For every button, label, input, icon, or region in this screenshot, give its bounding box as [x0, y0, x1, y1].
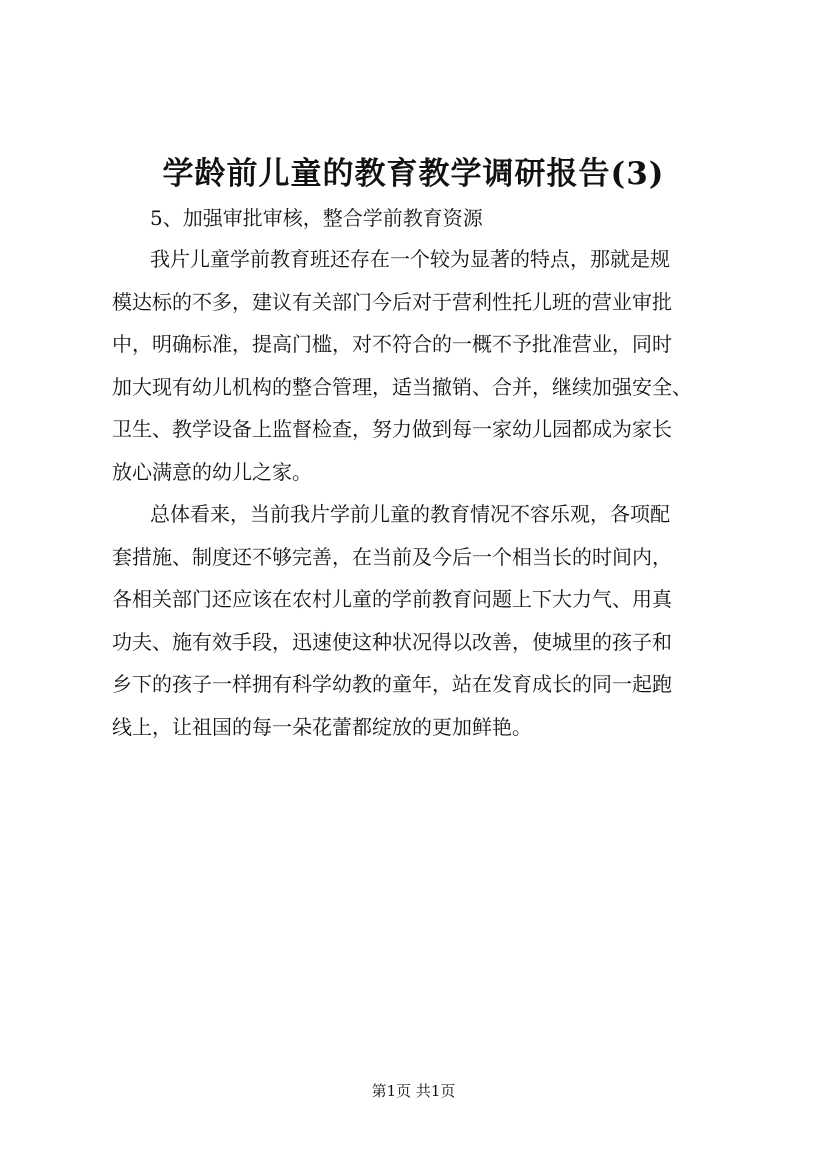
paragraph-line: 各相关部门还应该在农村儿童的学前教育问题上下大力气、用真 [112, 587, 672, 611]
paragraph-1 [112, 238, 726, 493]
page-footer: 第1页 共1页 [371, 1082, 456, 1100]
paragraph-line: 总体看来，当前我片学前儿童的教育情况不容乐观，各项配 [150, 502, 670, 526]
paragraph-line: 套措施、制度还不够完善，在当前及今后一个相当长的时间内， [112, 544, 672, 569]
paragraph-line: 模达标的不多，建议有关部门今后对于营利性托儿班的营业审批 [112, 289, 672, 314]
paragraph-line: 线上，让祖国的每一朵花蕾都绽放的更加鲜艳。 [112, 714, 532, 739]
paragraph-line: 放心满意的幼儿之家。 [112, 459, 312, 484]
document-title: 学龄前儿童的教育教学调研报告(3) [162, 156, 665, 192]
paragraph-line: 乡下的孩子一样拥有科学幼教的童年，站在发育成长的同一起跑 [112, 672, 672, 696]
document-body [112, 238, 726, 748]
paragraph-line: 中，明确标准，提高门槛，对不符合的一概不予批准营业，同时 [112, 332, 672, 356]
paragraph-line: 我片儿童学前教育班还存在一个较为显著的特点，那就是规 [150, 247, 670, 271]
paragraph-line: 功夫、施有效手段，迅速使这种状况得以改善，使城里的孩子和 [112, 629, 672, 654]
paragraph-line: 卫生、教学设备上监督检查，努力做到每一家幼儿园都成为家长 [112, 417, 672, 441]
paragraph-2 [112, 493, 726, 748]
section-heading: 5、加强审批审核，整合学前教育资源 [150, 206, 483, 230]
paragraph-line: 加大现有幼儿机构的整合管理，适当撤销、合并，继续加强安全、 [112, 374, 692, 399]
